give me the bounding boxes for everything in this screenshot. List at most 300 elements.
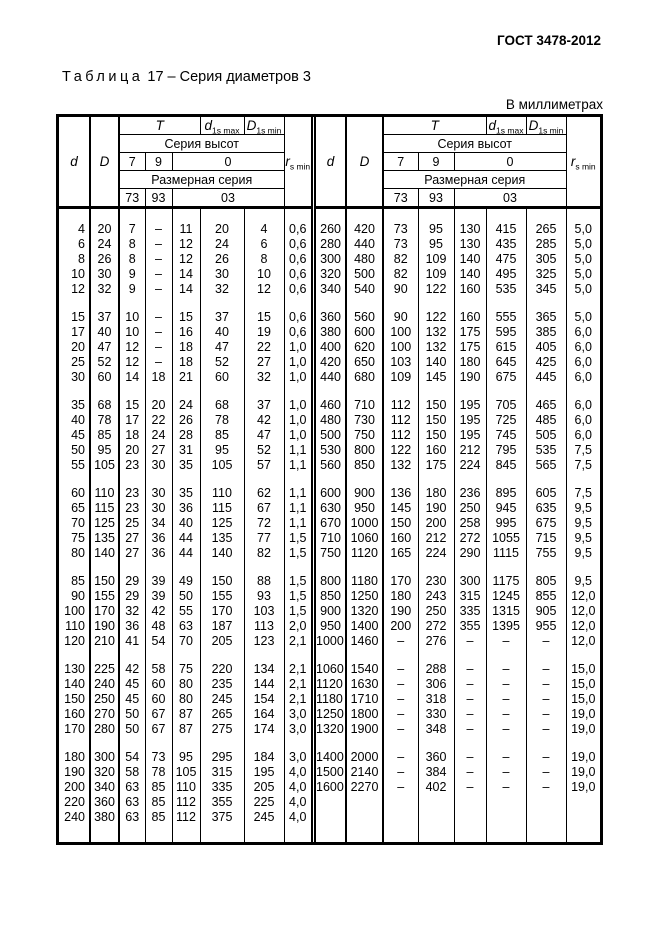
- spacer-cell: [383, 296, 418, 309]
- table-cell: –: [486, 661, 526, 676]
- table-row: [59, 281, 311, 296]
- spacer-cell: [526, 472, 566, 485]
- table-cell: 175: [418, 457, 454, 472]
- table-cell: –: [486, 676, 526, 691]
- table-cell: –: [486, 764, 526, 779]
- table-row: [316, 530, 600, 545]
- table-cell: 360: [316, 309, 346, 324]
- table-cell: –: [526, 721, 566, 736]
- table-cell: 480: [346, 251, 383, 266]
- spacer-row: [59, 472, 311, 485]
- table-cell: 95: [90, 442, 119, 457]
- doc-reference: ГОСТ 3478-2012: [497, 33, 601, 48]
- table-cell: 78: [145, 764, 172, 779]
- table-cell: 20: [145, 397, 172, 412]
- table-cell: 7,5: [574, 457, 592, 472]
- table-cell: 190: [454, 369, 486, 384]
- spacer-row: [59, 560, 311, 573]
- header-size-series-03: 03: [503, 190, 517, 205]
- header-height-series-7: 7: [119, 153, 145, 171]
- table-cell: 710: [316, 530, 346, 545]
- table-cell: 93: [244, 588, 284, 603]
- table-cell: 1900: [346, 721, 383, 736]
- col-header-D: D: [90, 117, 119, 208]
- table-row: [59, 309, 311, 324]
- spacer-cell: [200, 208, 244, 222]
- table-cell: 52: [200, 354, 244, 369]
- table-cell: 1395: [486, 618, 526, 633]
- table-cell: 200: [383, 618, 418, 633]
- table-cell: 505: [526, 427, 566, 442]
- table-cell: 1,0: [289, 354, 307, 369]
- table-cell: 360: [418, 749, 454, 764]
- spacer-cell: [284, 824, 311, 842]
- header-height-series-0: 0: [172, 153, 284, 171]
- table-row: [316, 412, 600, 427]
- spacer-cell: [454, 384, 486, 397]
- spacer-cell: [244, 208, 284, 222]
- table-cell: 36: [172, 500, 200, 515]
- table-cell: 10: [119, 309, 145, 324]
- table-cell: 63: [119, 809, 145, 824]
- spacer-cell: [486, 472, 526, 485]
- table-cell: 115: [90, 500, 119, 515]
- table-cell: 8: [119, 236, 145, 251]
- table-cell: 15,0: [571, 661, 596, 676]
- spacer-cell: [566, 296, 600, 309]
- table-cell: 175: [454, 339, 486, 354]
- table-cell: 45: [119, 691, 145, 706]
- col-header-d: d: [316, 117, 346, 208]
- table-cell: 37: [244, 397, 284, 412]
- table-cell: 82: [383, 251, 418, 266]
- spacer-cell: [566, 560, 600, 573]
- table-cell: 67: [145, 706, 172, 721]
- spacer-cell: [418, 472, 454, 485]
- table-cell: 220: [59, 794, 90, 809]
- spacer-cell: [454, 736, 486, 749]
- table-cell: 560: [316, 457, 346, 472]
- table-cell: 280: [90, 721, 119, 736]
- table-cell: 265: [200, 706, 244, 721]
- spacer-cell: [172, 560, 200, 573]
- table-cell: 170: [59, 721, 90, 736]
- table-cell: 250: [454, 500, 486, 515]
- table-cell: 9,5: [574, 515, 592, 530]
- table-cell: 150: [200, 573, 244, 588]
- table-cell: 243: [418, 588, 454, 603]
- table-cell: 220: [200, 661, 244, 676]
- table-cell: 27: [119, 530, 145, 545]
- table-row: [59, 221, 311, 236]
- table-cell: 164: [244, 706, 284, 721]
- table-cell: 715: [526, 530, 566, 545]
- table-cell: 5,0: [574, 309, 592, 324]
- table-cell: 1400: [316, 749, 346, 764]
- table-cell: 90: [59, 588, 90, 603]
- table-cell: 145: [418, 369, 454, 384]
- table-cell: 635: [526, 500, 566, 515]
- table-cell: 90: [383, 309, 418, 324]
- table-cell: 9,5: [574, 530, 592, 545]
- table-cell: –: [526, 706, 566, 721]
- table-cell: 65: [59, 500, 90, 515]
- table-cell: 24: [90, 236, 119, 251]
- table-cell: 57: [244, 457, 284, 472]
- table-cell: 21: [172, 369, 200, 384]
- table-cell: 14: [172, 266, 200, 281]
- table-cell: –: [454, 779, 486, 794]
- spacer-cell: [486, 560, 526, 573]
- table-cell: 110: [90, 485, 119, 500]
- table-cell: 2,1: [289, 691, 307, 706]
- table-cell: 850: [316, 588, 346, 603]
- header-size-series-73: 73: [383, 189, 418, 208]
- spacer-cell: [119, 648, 145, 661]
- table-cell: 240: [90, 676, 119, 691]
- table-cell: 320: [316, 266, 346, 281]
- spacer-cell: [526, 794, 566, 842]
- table-cell: 50: [119, 721, 145, 736]
- table-cell: 85: [90, 427, 119, 442]
- spacer-cell: [284, 472, 311, 485]
- spacer-cell: [172, 384, 200, 397]
- spacer-cell: [383, 648, 418, 661]
- table-cell: 335: [200, 779, 244, 794]
- table-cell: 485: [526, 412, 566, 427]
- table-cell: 245: [244, 809, 284, 824]
- table-cell: 10: [244, 266, 284, 281]
- table-cell: 109: [383, 369, 418, 384]
- table-cell: 9,5: [574, 545, 592, 560]
- table-row: [316, 266, 600, 281]
- spacer-cell: [418, 648, 454, 661]
- table-cell: 85: [200, 427, 244, 442]
- table-cell: 1,1: [289, 442, 307, 457]
- table-cell: 42: [145, 603, 172, 618]
- table-cell: 115: [200, 500, 244, 515]
- table-cell: 1600: [316, 779, 346, 794]
- spacer-row: [316, 384, 600, 397]
- table-cell: 705: [486, 397, 526, 412]
- table-cell: 4,0: [289, 794, 307, 809]
- spacer-cell: [90, 560, 119, 573]
- table-cell: 4,0: [289, 779, 307, 794]
- table-cell: 63: [172, 618, 200, 633]
- table-cell: 0,6: [289, 324, 307, 339]
- col-header-d1s-max: $d_{1s max}$: [486, 117, 526, 135]
- spacer-cell: [526, 208, 566, 222]
- col-header-D1s-min: $D_{1s min}$: [526, 117, 566, 135]
- table-cell: 1400: [346, 618, 383, 633]
- spacer-cell: [90, 296, 119, 309]
- spacer-cell: [383, 472, 418, 485]
- table-cell: 318: [418, 691, 454, 706]
- table-cell: 55: [172, 603, 200, 618]
- table-cell: –: [383, 661, 418, 676]
- table-row: [316, 661, 600, 676]
- table-cell: 27: [244, 354, 284, 369]
- table-cell: 54: [145, 633, 172, 648]
- table-cell: 280: [316, 236, 346, 251]
- table-cell: 12: [172, 251, 200, 266]
- table-cell: 80: [172, 691, 200, 706]
- table-cell: 680: [346, 369, 383, 384]
- table-cell: 14: [119, 369, 145, 384]
- table-cell: 800: [346, 442, 383, 457]
- spacer-cell: [383, 560, 418, 573]
- table-cell: 44: [172, 545, 200, 560]
- table-cell: –: [486, 749, 526, 764]
- table-cell: –: [454, 706, 486, 721]
- spacer-cell: [119, 384, 145, 397]
- table-cell: 35: [172, 457, 200, 472]
- table-row: [316, 691, 600, 706]
- spacer-cell: [90, 824, 119, 842]
- table-cell: –: [486, 721, 526, 736]
- table-cell: 465: [526, 397, 566, 412]
- table-cell: 15,0: [571, 691, 596, 706]
- table-cell: 58: [119, 764, 145, 779]
- table-cell: 40: [90, 324, 119, 339]
- table-cell: 2,1: [289, 633, 307, 648]
- table-cell: 175: [454, 324, 486, 339]
- table-cell: 195: [454, 397, 486, 412]
- table-cell: 1,1: [289, 485, 307, 500]
- table-row: [316, 324, 600, 339]
- table-row: [316, 500, 600, 515]
- table-cell: 675: [526, 515, 566, 530]
- spacer-cell: [90, 736, 119, 749]
- table-cell: 1180: [346, 573, 383, 588]
- table-row: [59, 794, 311, 809]
- table-cell: 0,6: [289, 251, 307, 266]
- table-cell: 112: [172, 809, 200, 824]
- table-cell: 75: [59, 530, 90, 545]
- table-cell: 23: [119, 485, 145, 500]
- table-cell: 95: [418, 236, 454, 251]
- table-cell: 112: [383, 427, 418, 442]
- spacer-row: [59, 648, 311, 661]
- table-cell: 180: [383, 588, 418, 603]
- table-cell: –: [145, 266, 172, 281]
- table-cell: 26: [172, 412, 200, 427]
- table-cell: 36: [145, 545, 172, 560]
- spacer-cell: [316, 472, 346, 485]
- spacer-cell: [566, 794, 600, 842]
- table-cell: 6,0: [574, 427, 592, 442]
- table-cell: –: [526, 749, 566, 764]
- spacer-cell: [172, 648, 200, 661]
- table-cell: –: [145, 339, 172, 354]
- table-cell: 100: [383, 339, 418, 354]
- table-cell: 560: [346, 309, 383, 324]
- table-cell: 49: [172, 573, 200, 588]
- table-cell: 52: [244, 442, 284, 457]
- table-cell: 4,0: [289, 809, 307, 824]
- spacer-cell: [566, 208, 600, 222]
- table-cell: –: [145, 354, 172, 369]
- table-cell: 750: [346, 427, 383, 442]
- table-cell: 25: [119, 515, 145, 530]
- table-cell: 1630: [346, 676, 383, 691]
- spacer-cell: [59, 648, 90, 661]
- table-cell: 68: [200, 397, 244, 412]
- table-cell: 365: [526, 309, 566, 324]
- table-cell: 345: [526, 281, 566, 296]
- table-row: [59, 603, 311, 618]
- spacer-cell: [316, 736, 346, 749]
- table-cell: 30: [145, 457, 172, 472]
- table-cell: 41: [119, 633, 145, 648]
- table-cell: 2140: [346, 764, 383, 779]
- table-cell: 1115: [486, 545, 526, 560]
- table-cell: 1060: [346, 530, 383, 545]
- table-cell: 8: [244, 251, 284, 266]
- table-cell: –: [383, 749, 418, 764]
- table-row: [59, 457, 311, 472]
- table-cell: 1460: [346, 633, 383, 648]
- spacer-cell: [284, 560, 311, 573]
- table-cell: 125: [200, 515, 244, 530]
- table-cell: 605: [526, 485, 566, 500]
- table-cell: 85: [59, 573, 90, 588]
- table-cell: 12: [172, 236, 200, 251]
- table-cell: 68: [90, 397, 119, 412]
- table-cell: 140: [454, 266, 486, 281]
- table-cell: 9,5: [574, 500, 592, 515]
- table-cell: –: [486, 633, 526, 648]
- table-cell: 85: [145, 779, 172, 794]
- table-row: [316, 515, 600, 530]
- table-cell: 15: [119, 397, 145, 412]
- table-cell: 180: [418, 485, 454, 500]
- table-cell: 110: [59, 618, 90, 633]
- table-cell: 95: [418, 221, 454, 236]
- table-cell: 375: [200, 809, 244, 824]
- table-cell: 300: [454, 573, 486, 588]
- table-cell: 87: [172, 721, 200, 736]
- spacer-row: [59, 208, 311, 222]
- table-cell: 170: [90, 603, 119, 618]
- table-cell: 88: [244, 573, 284, 588]
- table-cell: 555: [486, 309, 526, 324]
- table-cell: –: [526, 691, 566, 706]
- table-cell: –: [383, 676, 418, 691]
- table-cell: 535: [486, 281, 526, 296]
- table-cell: 855: [526, 588, 566, 603]
- table-cell: 15,0: [571, 676, 596, 691]
- table-row: [59, 354, 311, 369]
- spacer-cell: [200, 296, 244, 309]
- spacer-cell: [244, 648, 284, 661]
- table-cell: 6,0: [574, 339, 592, 354]
- spacer-cell: [59, 384, 90, 397]
- table-cell: 30: [90, 266, 119, 281]
- table-cell: 40: [59, 412, 90, 427]
- table-cell: 67: [244, 500, 284, 515]
- table-cell: 184: [244, 749, 284, 764]
- spacer-cell: [145, 384, 172, 397]
- table-cell: 710: [346, 397, 383, 412]
- spacer-cell: [486, 384, 526, 397]
- table-cell: 7: [119, 221, 145, 236]
- table-row: [59, 369, 311, 384]
- table-cell: 35: [59, 397, 90, 412]
- table-cell: 415: [486, 221, 526, 236]
- table-cell: 1,5: [289, 603, 307, 618]
- table-row: [59, 412, 311, 427]
- spacer-cell: [526, 736, 566, 749]
- table-cell: 300: [316, 251, 346, 266]
- spacer-row: [316, 560, 600, 573]
- table-cell: 195: [454, 412, 486, 427]
- table-cell: 10: [59, 266, 90, 281]
- table-cell: 109: [418, 266, 454, 281]
- spacer-cell: [346, 736, 383, 749]
- table-cell: 795: [486, 442, 526, 457]
- col-header-d: d: [59, 117, 90, 208]
- table-cell: 30: [59, 369, 90, 384]
- table-cell: 355: [200, 794, 244, 809]
- table-cell: 225: [90, 661, 119, 676]
- col-header-T: T: [119, 117, 200, 135]
- table-cell: 380: [316, 324, 346, 339]
- table-cell: –: [526, 633, 566, 648]
- table-cell: 19,0: [571, 749, 596, 764]
- table-cell: 260: [316, 221, 346, 236]
- table-cell: 160: [59, 706, 90, 721]
- spacer-row: [316, 296, 600, 309]
- table-cell: –: [454, 691, 486, 706]
- table-cell: 15: [172, 309, 200, 324]
- spacer-cell: [316, 296, 346, 309]
- table-cell: 236: [454, 485, 486, 500]
- spacer-cell: [454, 472, 486, 485]
- table-cell: 240: [59, 809, 90, 824]
- table-cell: 190: [383, 603, 418, 618]
- spacer-cell: [145, 824, 172, 842]
- table-cell: 670: [316, 515, 346, 530]
- table-cell: 905: [526, 603, 566, 618]
- table-cell: 212: [454, 442, 486, 457]
- spacer-cell: [172, 296, 200, 309]
- table-cell: 113: [244, 618, 284, 633]
- spacer-cell: [418, 208, 454, 222]
- table-cell: 120: [59, 633, 90, 648]
- table-cell: 7,5: [574, 442, 592, 457]
- table-cell: 950: [316, 618, 346, 633]
- spacer-cell: [316, 560, 346, 573]
- table-cell: 4,0: [289, 764, 307, 779]
- table-cell: 135: [200, 530, 244, 545]
- table-cell: 155: [200, 588, 244, 603]
- table-cell: 1055: [486, 530, 526, 545]
- spacer-cell: [316, 794, 346, 842]
- table-cell: –: [145, 236, 172, 251]
- table-cell: 1,0: [289, 369, 307, 384]
- table-cell: –: [526, 779, 566, 794]
- table-row: [316, 706, 600, 721]
- table-cell: –: [145, 309, 172, 324]
- spacer-cell: [244, 296, 284, 309]
- spacer-cell: [346, 794, 383, 842]
- table-cell: 6,0: [574, 369, 592, 384]
- table-cell: 1320: [346, 603, 383, 618]
- table-cell: 100: [383, 324, 418, 339]
- table-cell: 82: [383, 266, 418, 281]
- table-cell: 174: [244, 721, 284, 736]
